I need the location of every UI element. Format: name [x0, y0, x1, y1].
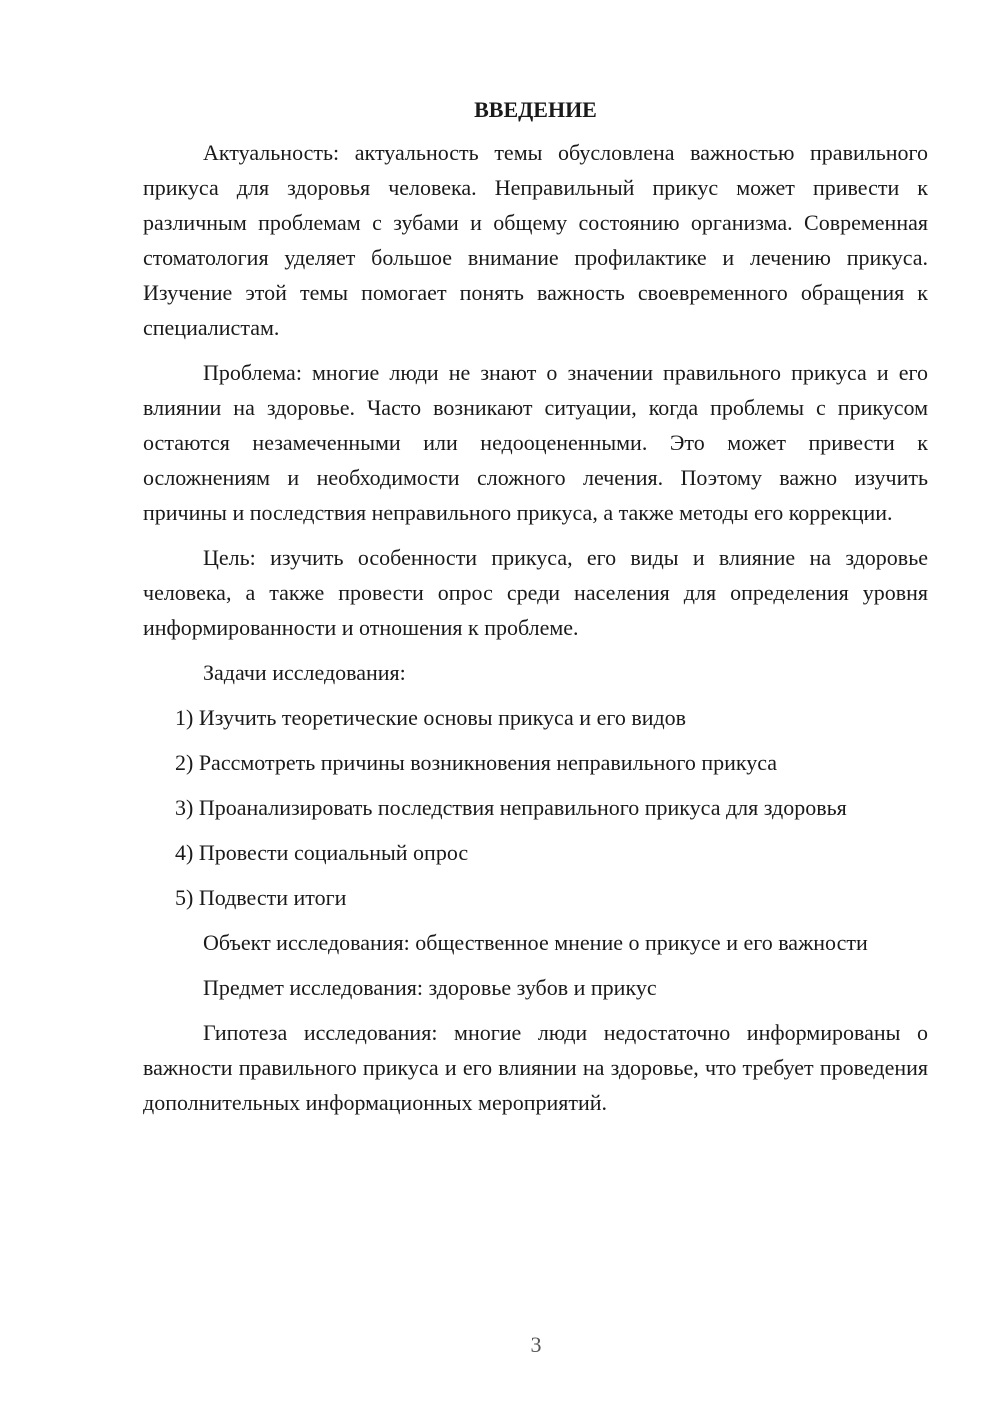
task-item: 3) Проанализировать последствия неправильного прикуса для здоровья [175, 795, 847, 820]
page-number: 3 [530, 1332, 542, 1357]
hypothesis-paragraph: Гипотеза исследования: многие люди недостаточно информированы о важности правильного прикуса и его влиянии на здоровье, что требует проведения дополнительных информационных мероприятий. [143, 1020, 928, 1115]
task-item: 1) Изучить теоретические основы прикуса и его видов [175, 705, 687, 730]
page-title: ВВЕДЕНИЕ [474, 97, 597, 122]
task-item: 5) Подвести итоги [175, 885, 347, 910]
subject-paragraph: Предмет исследования: здоровье зубов и прикус [203, 975, 657, 1000]
task-item: 2) Рассмотреть причины возникновения неправильного прикуса [175, 750, 778, 775]
relevance-paragraph: Актуальность: актуальность темы обусловлена важностью правильного прикуса для здоровья человека. Неправильный прикус может привести к различным проблемам с зубами и общему состоянию организма. Современная стоматология уделяет большое внимание профилактике и лечению прикуса. Изучение этой темы помогает понять важность своевременного обращения к специалистам. [143, 140, 928, 340]
problem-paragraph: Проблема: многие люди не знают о значении правильного прикуса и его влиянии на здоровье. Часто возникают ситуации, когда проблемы с прикусом остаются незамеченными или недооцененными. Это может привести к осложнениям и необходимости сложного лечения. Поэтому важно изучить причины и последствия неправильного прикуса, а также методы его коррекции. [143, 360, 928, 525]
document-page [143, 92, 928, 1130]
goal-paragraph: Цель: изучить особенности прикуса, его виды и влияние на здоровье человека, а также провести опрос среди населения для определения уровня информированности и отношения к проблеме. [143, 545, 928, 640]
tasks-list [143, 700, 928, 915]
tasks-heading: Задачи исследования: [203, 660, 406, 685]
task-item: 4) Провести социальный опрос [175, 840, 469, 865]
object-paragraph: Объект исследования: общественное мнение о прикусе и его важности [203, 930, 868, 955]
